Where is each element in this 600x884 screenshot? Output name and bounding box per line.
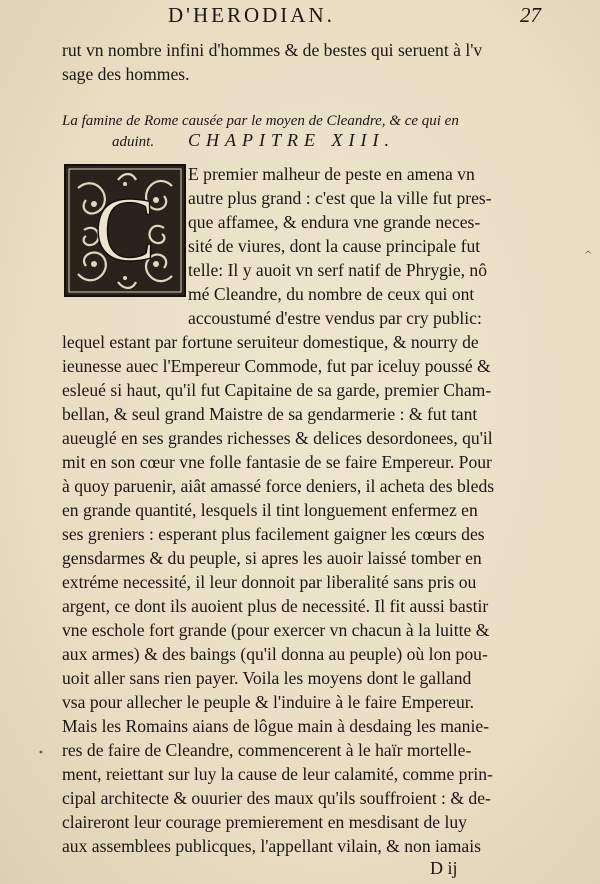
running-header: D'HERODIAN. — [168, 3, 335, 27]
text-line: bellan, & seul grand Maistre de sa gendarmerie : & fut tant — [62, 404, 478, 424]
text-line: rut vn nombre infini d'hommes & de bestes qui seruent à l'v — [62, 40, 483, 60]
text-line: mé Cleandre, du nombre de ceux qui ont — [188, 284, 475, 304]
chapter-title-continued: aduint. — [112, 134, 155, 150]
text-line: ieunesse auec l'Empereur Commode, fut par iceluy poussé & — [62, 356, 491, 376]
text-line: res de faire de Cleandre, commencerent à le haïr mortelle- — [62, 740, 472, 760]
text-line: ment, reiettant sur luy la cause de leur calamité, comme prin- — [62, 764, 493, 784]
text-line: accoustumé d'estre vendus par cry public: — [188, 308, 482, 328]
svg-text:C: C — [94, 178, 156, 280]
text-line: aux assemblees publicques, l'appellant vilain, & non iamais — [62, 836, 481, 856]
text-line: vne eschole fort grande (pour exercer vn chacun à la luitte & — [62, 620, 490, 640]
decorated-initial — [64, 164, 186, 297]
margin-mark: ^ — [584, 250, 593, 261]
signature-mark: D ij — [430, 858, 458, 878]
text-line: argent, ce dont ils auoient plus de necessité. Il fit aussi bastir — [62, 596, 489, 616]
text-line: vsa pour allecher le peuple & l'induire à le faire Empereur. — [62, 692, 475, 712]
text-line: à quoy paruenir, aiât amassé force deniers, il acheta des bleds — [62, 476, 495, 496]
text-line: en grande quantité, lesquels il tint longuement enfermez en — [62, 500, 478, 520]
decorated-initial-ornament-icon — [64, 164, 186, 297]
text-line: mit en son cœur vne folle fantasie de se faire Empereur. Pour — [62, 452, 492, 472]
text-line: E premier malheur de peste en amena vn — [188, 164, 475, 184]
text-line: gensdarmes & du peuple, si apres les auoir laissé tomber en — [62, 548, 482, 568]
text-line: que affamee, & endura vne grande neces- — [188, 212, 481, 232]
text-line: esleué si haut, qu'il fut Capitaine de sa garde, premier Cham- — [62, 380, 492, 400]
text-line: autre plus grand : c'est que la ville fut pres- — [188, 188, 492, 208]
chapter-title: La famine de Rome causée par le moyen de Cleandre, & ce qui en — [62, 113, 459, 129]
text-line: ses greniers : esperant plus facilement gaigner les cœurs des — [62, 524, 485, 544]
text-line: telle: Il y auoit vn serf natif de Phrygie, nô — [188, 260, 488, 280]
text-line: lequel estant par fortune seruiteur domestique, & nourry de — [62, 332, 479, 352]
page-number: 27 — [520, 3, 541, 27]
chapter-label: CHAPITRE XIII. — [188, 130, 395, 150]
text-line: sité de viures, dont la cause principale fut — [188, 236, 481, 256]
text-line: aux armes) & des baings (qu'il donna au peuple) où lon pou- — [62, 644, 488, 664]
text-line: extréme necessité, il leur donnoit par liberalité sans pris ou — [62, 572, 477, 592]
text-line: claireront leur courage premierement en mesdisant de luy — [62, 812, 467, 832]
text-line: Mais les Romains aians de lôgue main à desdaing les manie- — [62, 716, 490, 736]
text-line: uoit aller sans rien payer. Voila les moyens dont le galland — [62, 668, 472, 688]
text-line: cipal architecte & ouurier des maux qu'ils souffroient : & de- — [62, 788, 491, 808]
text-line: aueuglé en ses grandes richesses & delices desordonees, qu'il — [62, 428, 493, 448]
text-line: sage des hommes. — [62, 64, 190, 84]
margin-dot: • — [38, 748, 44, 759]
